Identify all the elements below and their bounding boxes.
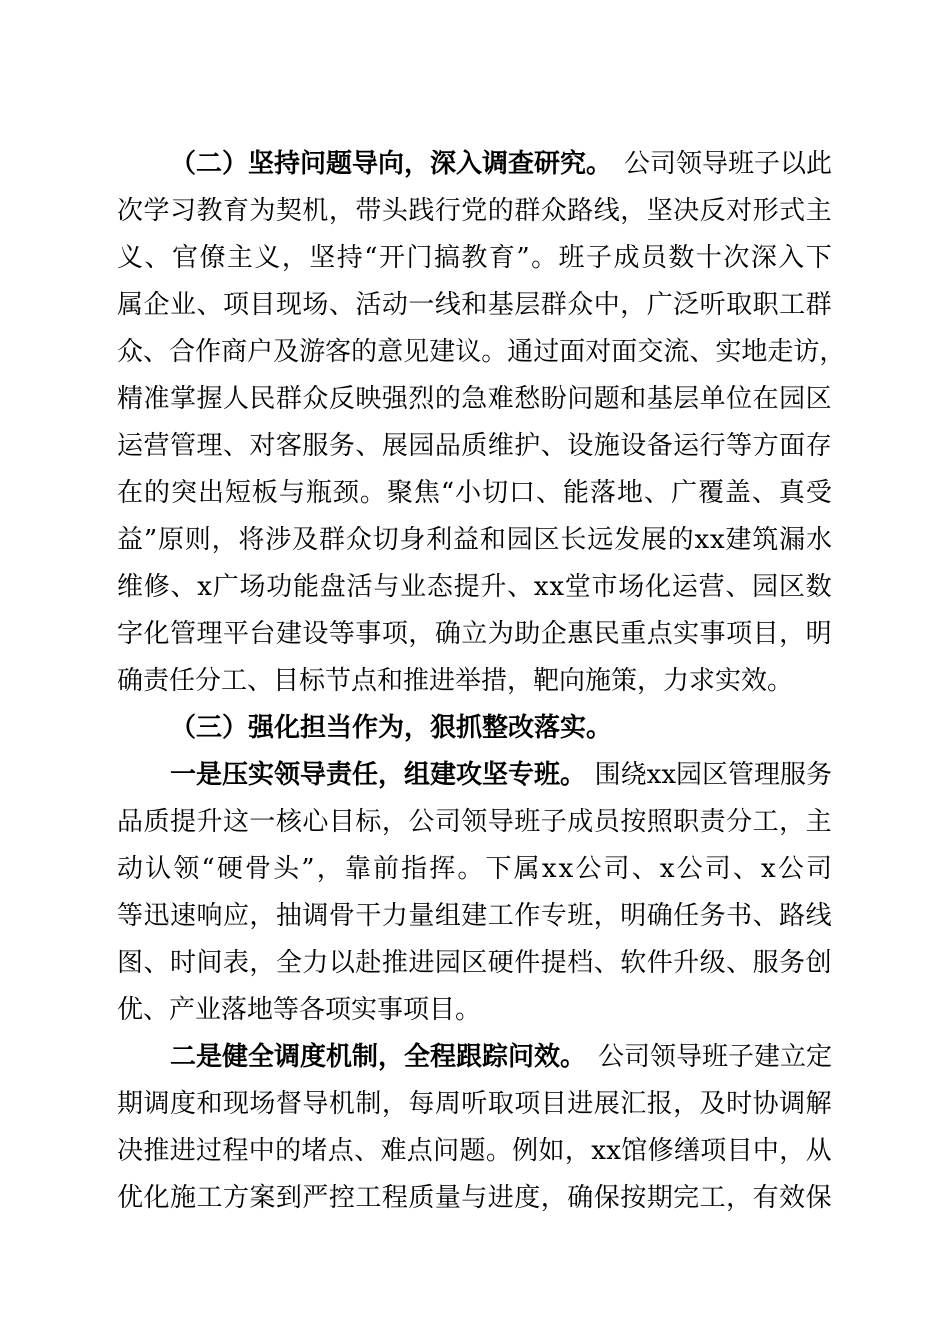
paragraph-line: 益 ” 原 则 ， 将 涉 及 群 众 切 身 利 益 和 园 区 长 远 发 展 的 x x 建 筑 漏 水: [117, 525, 832, 555]
point-2-text: 公司领导班子建立定: [597, 1042, 832, 1072]
paragraph-line: 优 化 施 工 方 案 到 严 控 工 程 质 量 与 进 度 ， 确 保 按 期 完 工 ， 有 效 保: [117, 1183, 832, 1213]
section-2-text: 公司领导班子以此: [623, 149, 832, 179]
point-1-heading: 一是压实领导责任，组建攻坚专班。: [170, 760, 587, 790]
section-3-heading: （三）强化担当作为，狠抓整改落实。: [170, 713, 613, 743]
paragraph-line: 图 、 时 间 表 ， 全 力 以 赴 推 进 园 区 硬 件 提 档 、 软 件 升 级 、 服 务 创: [117, 948, 832, 978]
paragraph-line: 决 推 进 过 程 中 的 堵 点 、 难 点 问 题 。 例 如 ， x x 馆 修 缮 项 目 中 ， 从: [117, 1136, 832, 1166]
paragraph-line: 品 质 提 升 这 一 核 心 目 标 ， 公 司 领 导 班 子 成 员 按 照 职 责 分 工 ， 主: [117, 807, 832, 837]
paragraph-line: 属 企 业 、 项 目 现 场 、 活 动 一 线 和 基 层 群 众 中 ， 广 泛 听 取 职 工 群: [117, 290, 832, 320]
point-2-first-line: [170, 1037, 832, 1077]
paragraph-line: 运 营 管 理 、 对 客 服 务 、 展 园 品 质 维 护 、 设 施 设 备 运 行 等 方 面 存: [117, 431, 832, 461]
paragraph-line: 众 、 合 作 商 户 及 游 客 的 意 见 建 议 。 通 过 面 对 面 交 流 、 实 地 走 访 ，: [117, 337, 846, 367]
paragraph-line: 等 迅 速 响 应 ， 抽 调 骨 干 力 量 组 建 工 作 专 班 ， 明 确 任 务 书 、 路 线: [117, 901, 832, 931]
paragraph-line-last: 优、产业落地等各项实事项目。: [117, 995, 482, 1025]
paragraph-line: 义 、 官 僚 主 义 ， 坚 持 “ 开 门 搞 教 育 ” 。 班 子 成 员 数 十 次 深 入 下: [117, 243, 832, 273]
point-2-heading: 二是健全调度机制，全程跟踪问效。: [170, 1042, 587, 1072]
point-1-first-line: [170, 755, 832, 795]
paragraph-line: 字 化 管 理 平 台 建 设 等 事 项 ， 确 立 为 助 企 惠 民 重 点 实 事 项 目 ， 明: [117, 619, 832, 649]
point-1-text: 围绕xx园区管理服务: [594, 760, 832, 790]
paragraph-line: 维 修 、 x 广 场 功 能 盘 活 与 业 态 提 升 、 x x 堂 市 场 化 运 营 、 园 区 数: [117, 572, 832, 602]
paragraph-line: 在 的 突 出 短 板 与 瓶 颈 。 聚 焦 “ 小 切 口 、 能 落 地 、 广 覆 盖 、 真 受: [117, 478, 832, 508]
section-2-first-line: [170, 144, 832, 184]
paragraph-line-last: 确责任分工、目标节点和推进举措，靶向施策，力求实效。: [117, 666, 794, 696]
paragraph-line: 动 认 领 “ 硬 骨 头 ” ， 靠 前 指 挥 。 下 属 x x 公 司 、 x 公 司 、 x 公 司: [117, 854, 832, 884]
section-2-heading: （二）坚持问题导向，深入调查研究。: [170, 149, 613, 179]
paragraph-line: 精 准 掌 握 人 民 群 众 反 映 强 烈 的 急 难 愁 盼 问 题 和 基 层 单 位 在 园 区: [117, 384, 832, 414]
paragraph-line: 次 学 习 教 育 为 契 机 ， 带 头 践 行 党 的 群 众 路 线 ， 坚 决 反 对 形 式 主: [117, 196, 832, 226]
paragraph-line: 期 调 度 和 现 场 督 导 机 制 ， 每 周 听 取 项 目 进 展 汇 报 ， 及 时 协 调 解: [117, 1089, 832, 1119]
